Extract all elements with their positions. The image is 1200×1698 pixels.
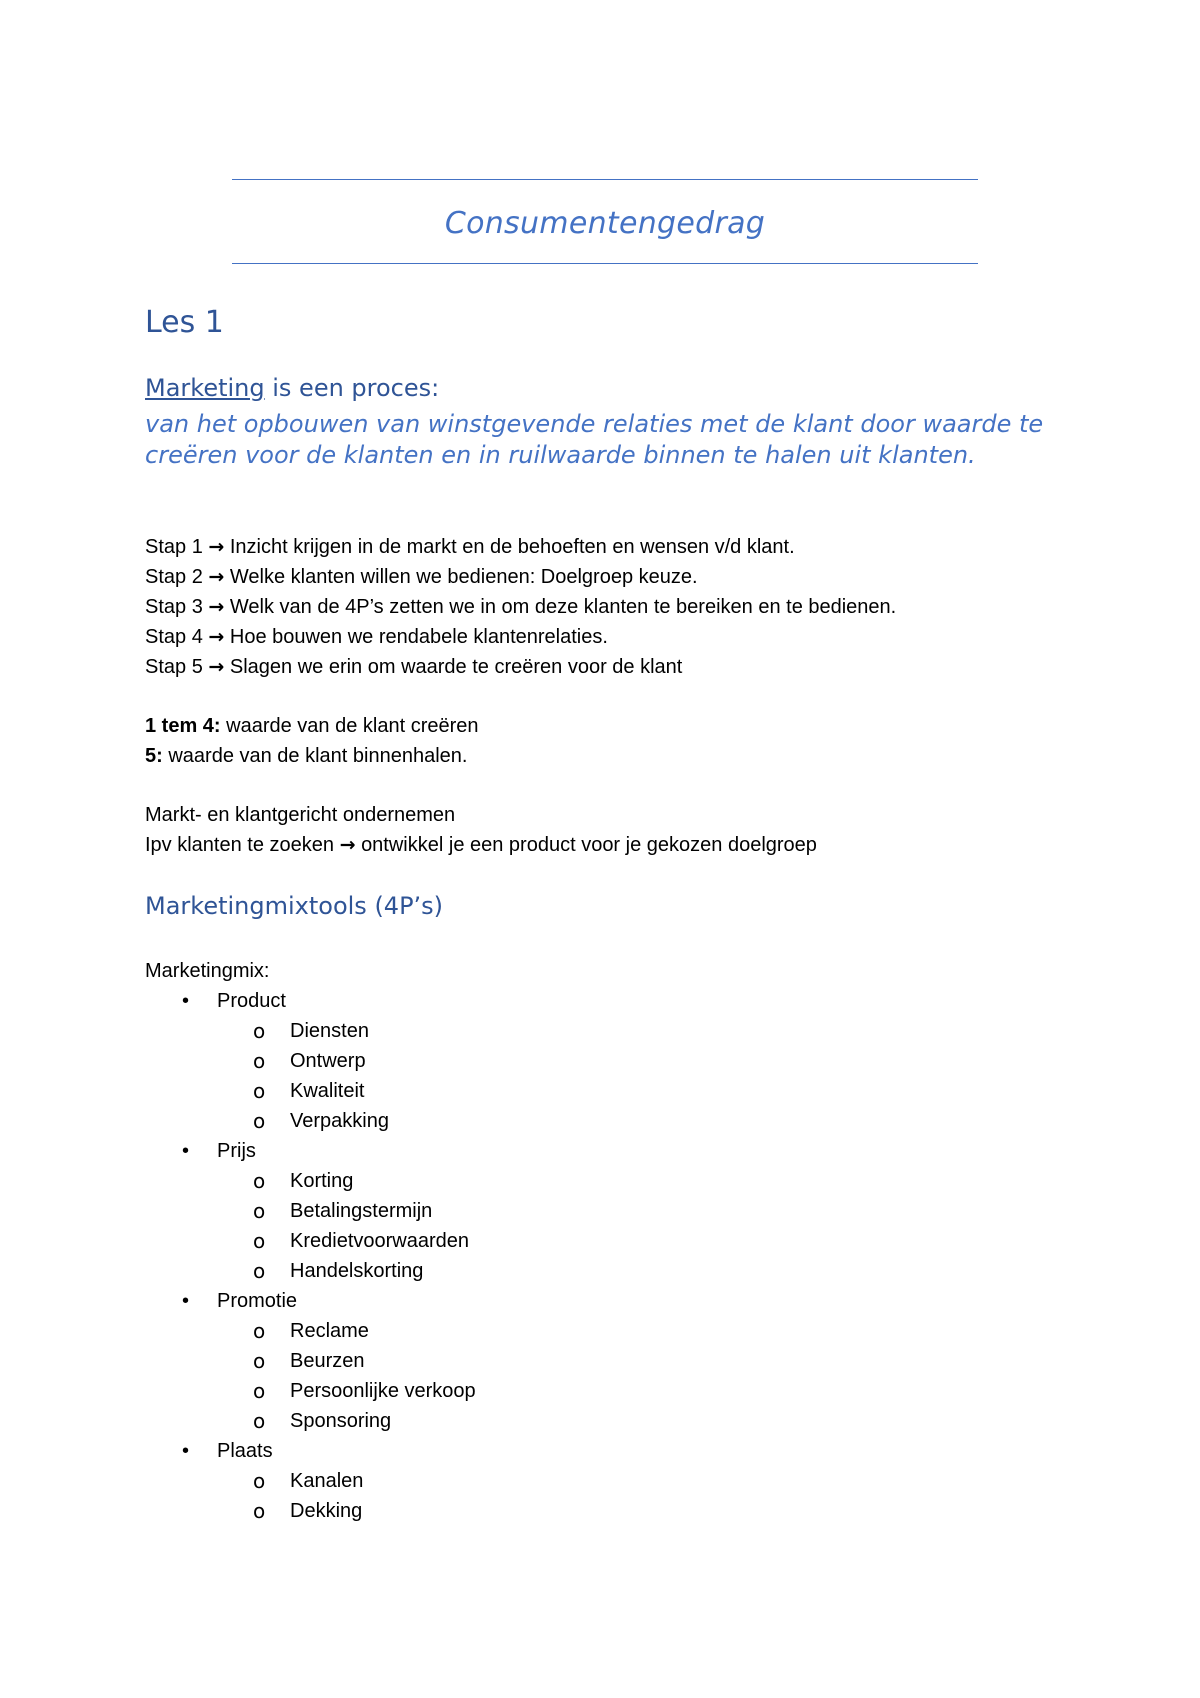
list-item: [145, 1016, 476, 1046]
step-label: Stap 4: [145, 626, 203, 648]
mix-item-product: [145, 986, 476, 1136]
summary-bold: 5:: [145, 745, 163, 767]
circle-bullet-icon: o: [253, 1079, 266, 1103]
list-item: [145, 1226, 476, 1256]
circle-bullet-icon: o: [253, 1469, 266, 1493]
step-line: [145, 592, 896, 622]
bullet-icon: •: [182, 1140, 190, 1162]
mix-sublist: [217, 1166, 476, 1286]
mix-item-name: Prijs: [217, 1140, 256, 1162]
step-text: Inzicht krijgen in de markt en de behoeften en wensen v/d klant.: [229, 536, 795, 558]
step-label: Stap 3: [145, 596, 203, 618]
list-item-label: Kanalen: [290, 1470, 364, 1492]
summary-block: [145, 711, 479, 771]
marketing-heading-rest: is een proces:: [264, 374, 440, 402]
ipv-line-b: ontwikkel je een product voor je gekozen doelgroep: [361, 834, 817, 856]
marketing-definition: van het opbouwen van winstgevende relaties met de klant door waarde te creëren voor de klanten en in ruilwaarde binnen te halen uit klanten.: [145, 410, 1044, 469]
circle-bullet-icon: o: [253, 1349, 266, 1373]
mix-sublist: [217, 1316, 476, 1436]
mix-item-promotie: [145, 1286, 476, 1436]
list-item-label: Kredietvoorwaarden: [290, 1230, 469, 1252]
arrow-icon: →: [208, 656, 225, 678]
list-item: [145, 1406, 476, 1436]
step-text: Slagen we erin om waarde te creëren voor de klant: [229, 656, 683, 678]
step-label: Stap 5: [145, 656, 203, 678]
step-line: [145, 652, 896, 682]
circle-bullet-icon: o: [253, 1049, 266, 1073]
list-item: [145, 1466, 476, 1496]
circle-bullet-icon: o: [253, 1499, 266, 1523]
step-text: Welke klanten willen we bedienen: Doelgroep keuze.: [229, 566, 698, 588]
mix-item-name: Promotie: [217, 1290, 298, 1312]
step-line: [145, 562, 896, 592]
bullet-icon: •: [182, 1440, 190, 1462]
circle-bullet-icon: o: [253, 1109, 266, 1133]
circle-bullet-icon: o: [253, 1409, 266, 1433]
list-item-label: Beurzen: [290, 1350, 365, 1372]
list-item-label: Sponsoring: [290, 1410, 392, 1432]
step-label: Stap 2: [145, 566, 203, 588]
circle-bullet-icon: o: [253, 1259, 266, 1283]
list-item: [145, 1316, 476, 1346]
heading-marketingmixtools: Marketingmixtools (4P’s): [145, 892, 444, 920]
title-bottom-rule: [232, 263, 978, 264]
mix-item-prijs: [145, 1136, 476, 1286]
arrow-icon: →: [208, 626, 225, 648]
market-line: Markt- en klantgericht ondernemen: [145, 804, 456, 826]
list-item-label: Dekking: [290, 1500, 363, 1522]
step-line: [145, 622, 896, 652]
arrow-icon: →: [208, 536, 225, 558]
list-item-label: Kwaliteit: [290, 1080, 365, 1102]
mix-sublist: [217, 1466, 476, 1526]
step-label: Stap 1: [145, 536, 203, 558]
summary-text: waarde van de klant binnenhalen.: [162, 745, 468, 767]
circle-bullet-icon: o: [253, 1169, 266, 1193]
arrow-icon: →: [339, 834, 356, 856]
ipv-line: [145, 830, 817, 860]
list-item-label: Ontwerp: [290, 1050, 366, 1072]
list-item: [145, 1046, 476, 1076]
step-text: Hoe bouwen we rendabele klantenrelaties.: [229, 626, 608, 648]
mix-item-name: Plaats: [217, 1440, 273, 1462]
list-item: [145, 1196, 476, 1226]
list-item-label: Persoonlijke verkoop: [290, 1380, 476, 1402]
summary-bold: 1 tem 4:: [145, 715, 221, 737]
arrow-icon: →: [208, 596, 225, 618]
list-item-label: Diensten: [290, 1020, 369, 1042]
marketingmix-list: [145, 986, 476, 1526]
mix-item-name: Product: [217, 990, 286, 1012]
list-item: [145, 1106, 476, 1136]
list-item-label: Betalingstermijn: [290, 1200, 433, 1222]
list-item: [145, 1166, 476, 1196]
summary-text: waarde van de klant creëren: [220, 715, 479, 737]
arrow-icon: →: [208, 566, 225, 588]
market-block: [145, 800, 817, 860]
summary-line: [145, 711, 479, 741]
marketingmix-label: Marketingmix:: [145, 960, 270, 982]
marketingmix-block: [145, 956, 476, 1526]
list-item-label: Verpakking: [290, 1110, 389, 1132]
title-top-rule: [232, 179, 978, 180]
circle-bullet-icon: o: [253, 1019, 266, 1043]
ipv-line-a: Ipv klanten te zoeken: [145, 834, 335, 856]
circle-bullet-icon: o: [253, 1319, 266, 1343]
mix-sublist: [217, 1016, 476, 1136]
list-item: [145, 1076, 476, 1106]
circle-bullet-icon: o: [253, 1379, 266, 1403]
list-item-label: Korting: [290, 1170, 354, 1192]
list-item-label: Reclame: [290, 1320, 369, 1342]
step-text: Welk van de 4P’s zetten we in om deze klanten te bereiken en te bedienen.: [229, 596, 897, 618]
bullet-icon: •: [182, 990, 190, 1012]
marketing-term: Marketing: [145, 374, 265, 402]
list-item: [145, 1346, 476, 1376]
bullet-icon: •: [182, 1290, 190, 1312]
list-item-label: Handelskorting: [290, 1260, 424, 1282]
list-item: [145, 1376, 476, 1406]
step-line: [145, 532, 896, 562]
list-item: [145, 1256, 476, 1286]
marketing-heading: [145, 374, 439, 402]
circle-bullet-icon: o: [253, 1229, 266, 1253]
steps-list: [145, 532, 896, 682]
list-item: [145, 1496, 476, 1526]
summary-line: [145, 741, 479, 771]
mix-item-plaats: [145, 1436, 476, 1526]
circle-bullet-icon: o: [253, 1199, 266, 1223]
document-title: Consumentengedrag: [444, 206, 766, 241]
heading-les-1: Les 1: [145, 305, 224, 340]
